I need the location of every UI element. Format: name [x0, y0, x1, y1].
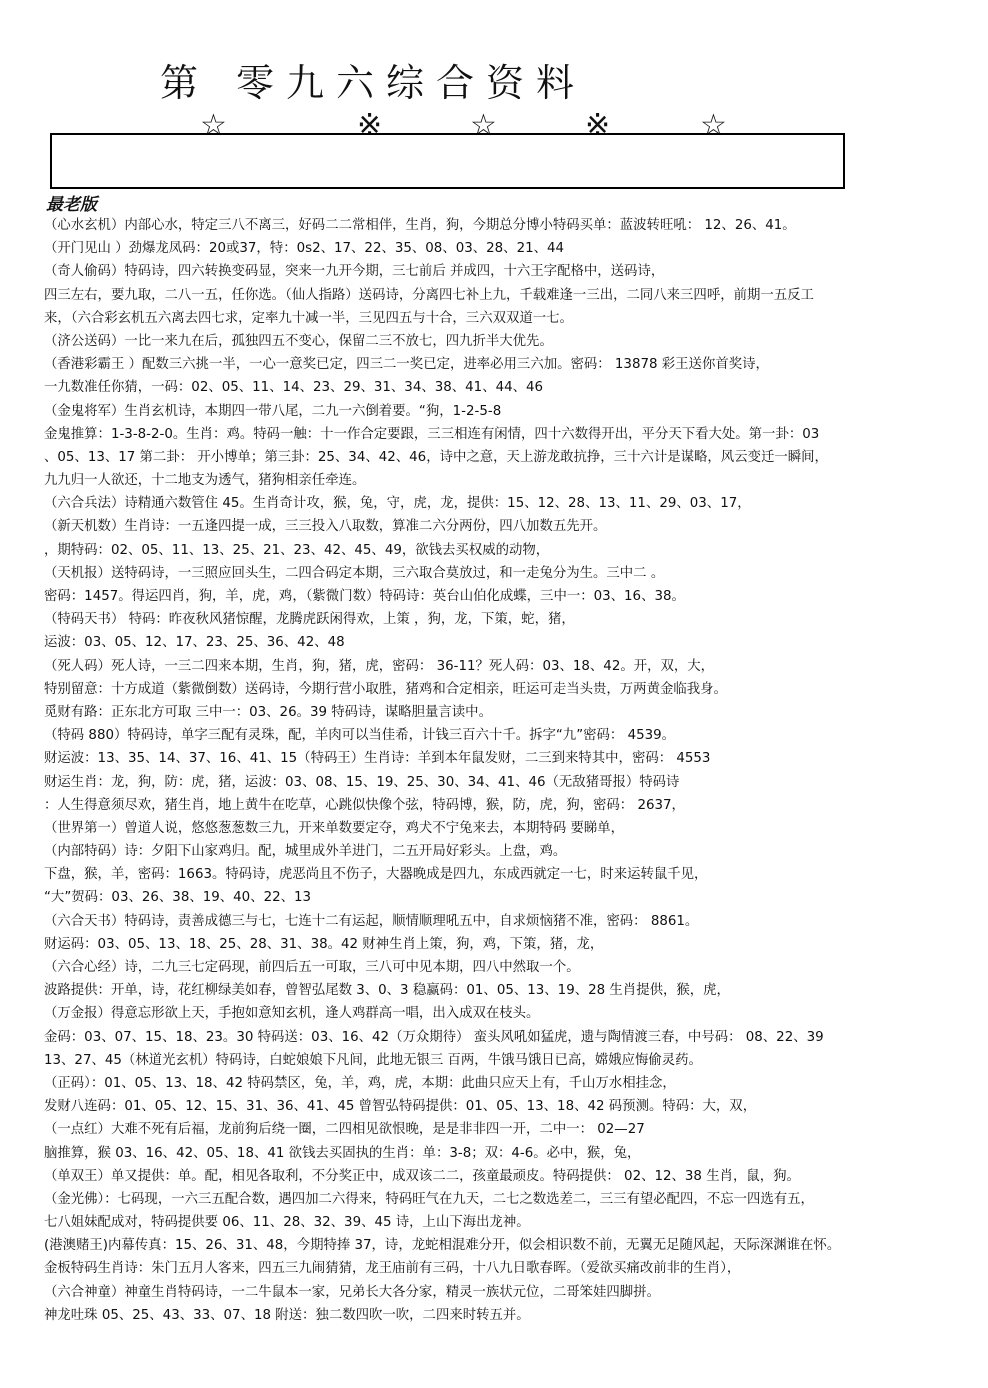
- text-line: （世界第一）曾道人说，悠悠葱葱数三九，开来单数要定夺，鸡犬不宁兔来去，本期特码 要睇单，: [44, 820, 625, 836]
- text-line: 觅财有路：正东北方可取 三中一：03、26。39 特码诗，谋略胆量言读中。: [44, 704, 492, 720]
- text-line: （六合心经）诗，二九三七定码现，前四后五一可取，三八可中见本期，四八中然取一个。: [44, 960, 580, 975]
- text-line: （新天机数）生肖诗：一五逢四提一成，三三投入八取数，算准二六分两份，四八加数五先开。: [44, 519, 607, 535]
- text-line: 脑推算，猴 03、16、42、05、18、41 欲钱去买固执的生肖：单：3-8；双：4-6。必中，猴，兔，: [44, 1145, 641, 1161]
- text-line: （万金报）得意忘形欲上天，手抱如意知玄机，逢人鸡群高一唱，出入成双在枝头。: [44, 1006, 540, 1022]
- text-line: 金码：03、07、15、18、23。30 特码送：03、16、42（万众期待） 蛮头风吼如猛虎，遗与陶情渡三春，中号码： 08、22、39: [44, 1029, 824, 1045]
- text-line: （六合兵法）诗精通六数管住 45。生肖奇计攻，猴，兔，守，虎，龙，提供：15、12、28、13、11、29、03、17，: [44, 496, 751, 512]
- text-line: （香港彩霸王 ）配数三六挑一半，一心一意奖已定，四三二一奖已定，进率必用三六加。密码： 13878 彩王送你首奖诗，: [44, 357, 769, 373]
- text-line: （特码 880）特码诗，单字三配有灵珠，配，羊肉可以当佳希，计钱三百六十千。拆字“九”密码： 4539。: [44, 728, 676, 744]
- text-line: 特别留意：十方成道（紫微倒数）送码诗，今期行营小取胜，猪鸡和合定相亲，旺运可走当头贵，万两黄金临我身。: [44, 681, 727, 697]
- text-line: （死人码）死人诗，一三二四来本期，生肖，狗，猪，虎，密码： 36-11？死人码：03、18、42。开，双，大，: [44, 658, 715, 674]
- text-line: 密码：1457。得运四肖，狗，羊，虎，鸡，（紫微门数）特码诗：英台山伯化成蝶，三中一：03、16、38。: [44, 589, 685, 604]
- edition-label: 最老版: [46, 195, 97, 215]
- text-line: （内部特码）诗：夕阳下山家鸡归。配，城里成外羊进门，二五开局好彩头。上盘，鸡。: [44, 844, 567, 860]
- text-line: “大”贺码：03、26、38、19、40、22、13: [44, 890, 312, 906]
- text-line: 发财八连码：01、05、12、15、31、36、41、45 曾智弘特码提供：01、05、13、18、42 码预测。特码：大，双，: [44, 1099, 757, 1115]
- asterisk-icon: ※: [357, 108, 383, 143]
- asterisk-icon: ※: [585, 108, 611, 143]
- text-line: 七八姐妹配成对，特码提供要 06、11、28、32、39、45 诗，上山下海出龙神。: [44, 1215, 530, 1231]
- text-line: ：人生得意须尽欢，猪生肖，地上黄牛在吃草，心跳似快像个弦，特码博，猴，防，虎，狗，密码： 2637，: [44, 797, 685, 813]
- text-line: （金鬼将军）生肖玄机诗，本期四一带八尾，二九一六倒着要。“狗，1-2-5-8: [44, 403, 502, 419]
- content-body: [44, 214, 988, 1327]
- text-line: （济公送码）一比一来九在后，孤独四五不变心，保留二三不放七，四九折半大优先。: [44, 333, 553, 349]
- text-line: （单双王）单又提供：单。配，相见各取利，不分奖正中，成双该二二，孩童最顽皮。特码提供： 02、12、38 生肖，鼠，狗。: [44, 1168, 800, 1184]
- star-icon: ☆: [200, 108, 227, 143]
- empty-banner-box: [50, 133, 845, 189]
- text-line: 神龙吐珠 05、25、43、33、07、18 附送：独二数四吹一吹，二四来时转五并。: [44, 1307, 530, 1323]
- text-line: ，期特码：02、05、11、13、25、21、23、42、45、49，欲钱去买权威的动物，: [44, 542, 550, 558]
- text-line: （天机报）送特码诗，一三照应回头生，二四合码定本期，三六取合莫放过，和一走兔分为生。三中二 。: [44, 565, 665, 581]
- text-line: 金鬼推算：1-3-8-2-0。生肖：鸡。特码一触：十一作合定要跟，三三相连有闲情，四十六数得开出，平分天下看大处。第一卦：03: [44, 426, 820, 442]
- page-title: [160, 52, 680, 107]
- text-line: （特码天书） 特码：昨夜秋风猪惊醒，龙腾虎跃闲得欢，上策 ，狗，龙，下策，蛇，猪，: [44, 612, 575, 628]
- text-line: （六合天书）特码诗，责善成德三与七，七连十二有运起，顺情顺理吼五中，自求烦恼猪不准，密码： 8861。: [44, 913, 699, 929]
- text-line: (港澳赌王)内幕传真：15、26、31、48，今期特捧 37，诗，龙蛇相混难分开，似会相识数不前，无翼无足随风起，天际深渊谁在怀。: [44, 1238, 841, 1254]
- text-line: （奇人偷码）特码诗，四六转换变码显，突来一九开今期，三七前后 并成四，十六王字配格中，送码诗，: [44, 264, 665, 280]
- text-line: 财运生肖：龙，狗，防：虎，猪，运波：03、08、15、19、25、30、34、41、46（无敌猪哥报）特码诗: [44, 774, 680, 790]
- text-line: 波路提供：开单，诗，花红柳绿美如春，曾智弘尾数 3、0、3 稳赢码：01、05、13、19、28 生肖提供，猴，虎，: [44, 983, 730, 999]
- text-line: 财运波：13、35、14、37、16、41、15（特码王）生肖诗：羊到本年鼠发财，二三到来特其中，密码： 4553: [44, 751, 711, 767]
- title-rest: 零九六综合资料: [236, 61, 587, 105]
- text-line: 四三左右，要九取，二八一五，任你选。（仙人指路）送码诗，分离四七补上九，千载难逢一三出，二同八来三四呼，前期一五反工: [44, 287, 814, 303]
- text-line: 、05、13、17 第二卦： 开小博单；第三卦：25、34、42、46，诗中之意，天上游龙敢抗挣，三十六计是谋略，风云变迁一瞬间，: [44, 449, 828, 465]
- text-line: 来，（六合彩玄机五六离去四七求，定率九十减一半，三见四五与十合，三六双双道一七。: [44, 310, 573, 326]
- star-icon: ☆: [470, 108, 497, 143]
- text-line: （心水玄机）内部心水，特定三八不离三，好码二二常相伴，生肖，狗，今期总分博小特码买单：蓝波转旺吼： 12、26、41。: [44, 218, 796, 233]
- title-first-char: 第: [160, 61, 211, 105]
- text-line: 财运码：03、05、13、18、25、28、31、38。42 财神生肖上策，狗，鸡，下策，猪，龙，: [44, 936, 604, 952]
- text-line: （正码）：01、05、13、18、42 特码禁区，兔，羊，鸡，虎，本期：此曲只应天上有，千山万水相挂念，: [44, 1075, 676, 1091]
- text-line: 运波：03、05、12、17、23、25、36、42、48: [44, 635, 345, 651]
- text-line: 下盘，猴，羊，密码：1663。特码诗，虎恶尚且不伤子，大器晚成是四九，东成西就定一七，时来运转鼠千见，: [44, 867, 708, 883]
- text-line: （开门见山 ）劲爆龙凤码：20或37，特：0s2、17、22、35、08、03、28、21、44: [44, 241, 565, 257]
- text-line: 一九数准任你猜，一码：02、05、11、14、23、29、31、34、38、41、44、46: [44, 380, 544, 396]
- text-line: 13、27、45（林道光玄机）特码诗，白蛇娘娘下凡间，此地无银三 百两，牛饿马饿日已高，嫦娥应悔偷灵药。: [44, 1052, 702, 1068]
- text-line: （一点红）大难不死有后福，龙前狗后绕一圈，二四相见欲恨晚，是是非非四一开，二中一： 02—27: [44, 1122, 645, 1138]
- text-line: （金光佛）：七码现，一六三五配合数，遇四加二六得来，特码旺气在九天，二七之数选差二，三三有望必配四，不忘一四选有五，: [44, 1191, 814, 1207]
- star-icon: ☆: [700, 108, 727, 143]
- text-line: （六合神童）神童生肖特码诗，一二牛鼠本一家，兄弟长大各分家，精灵一族状元位，二哥笨娃四脚拼。: [44, 1284, 660, 1300]
- text-line: 九九归一人欲还，十二地支为透气，猪狗相亲任牵连。: [44, 473, 366, 489]
- text-line: 金板特码生肖诗：朱门五月人客来，四五三九闹猜猜，龙王庙前有三码，十八九日歌春晖。（爱欲买痛改前非的生肖），: [44, 1261, 741, 1277]
